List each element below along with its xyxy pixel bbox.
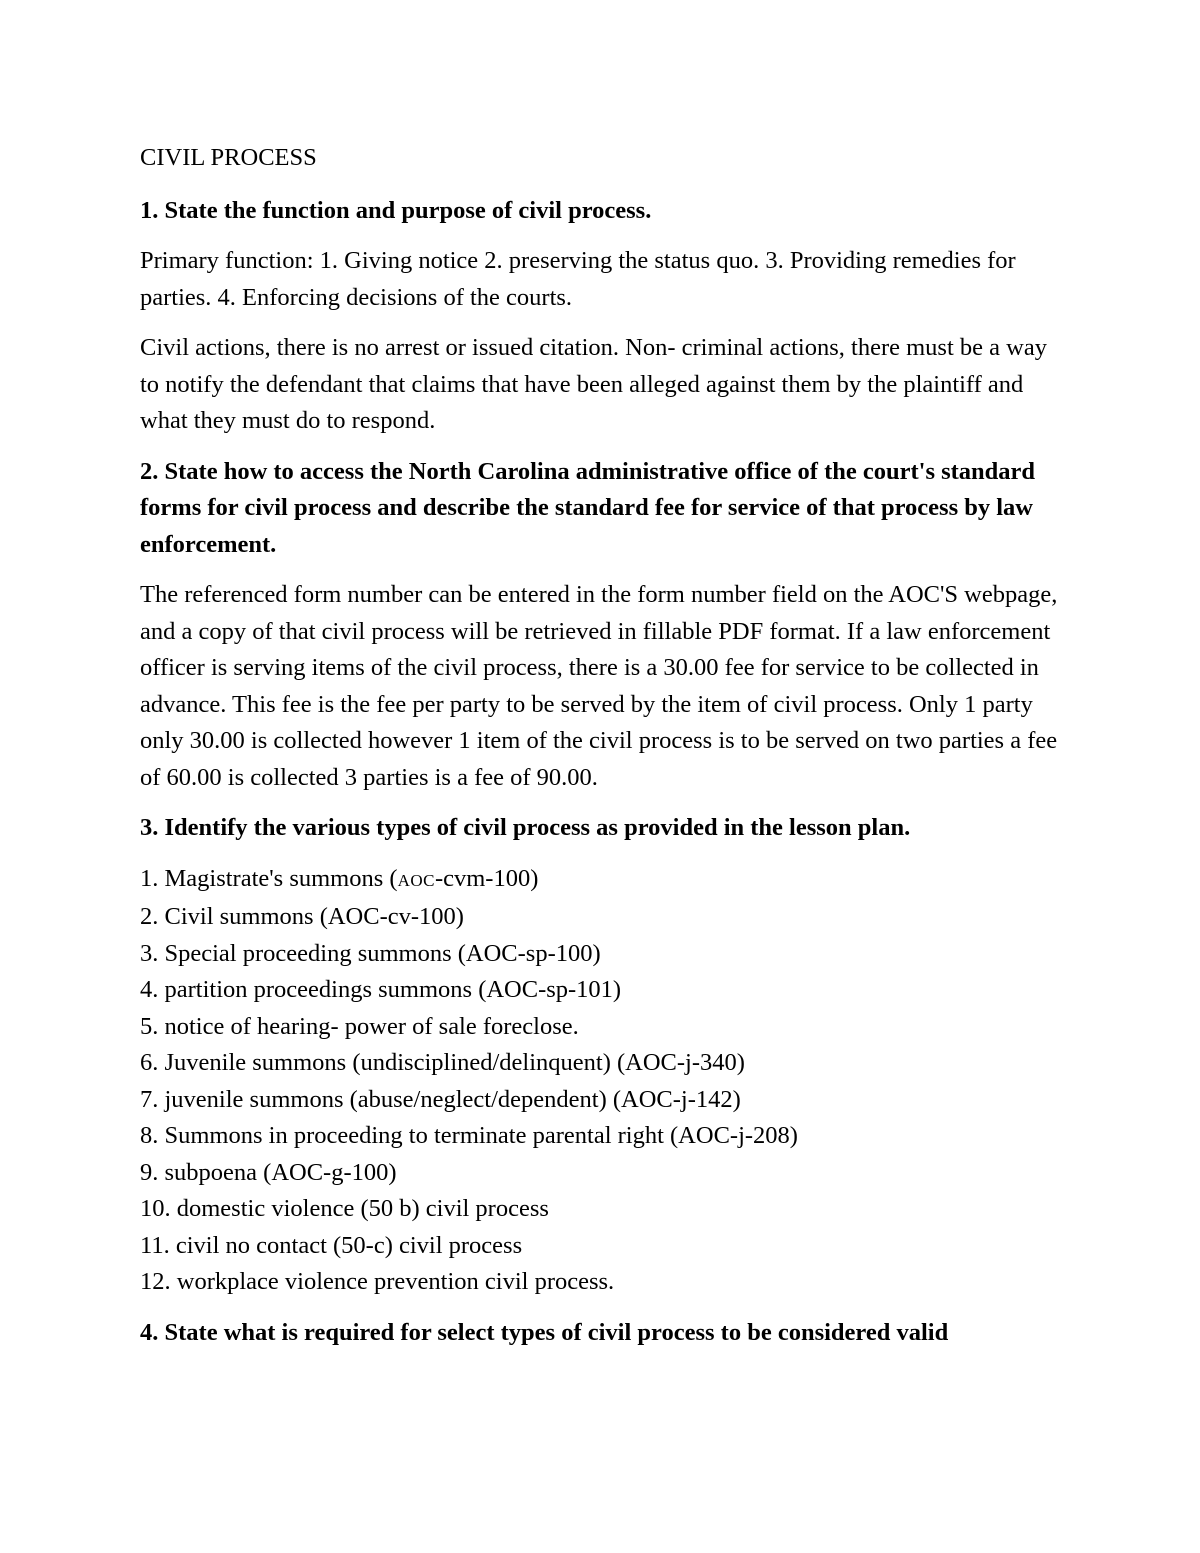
list-item: 5. notice of hearing- power of sale foreclose. — [140, 1012, 579, 1040]
document-body — [140, 140, 1060, 1365]
question-2-paragraph-1: The referenced form number can be entered in the form number field on the AOC'S webpage, and a copy of that civil process will be retrieved in fillable PDF format. If a law enforcement officer is serving items of the civil process, there is a 30.00 fee for service to be collected in advance. This fee is the fee per party to be served by the item of civil process. Only 1 party only 30.00 is collected however 1 item of the civil process is to be served on two parties a fee of 60.00 is collected 3 parties is a fee of 90.00. — [140, 581, 1058, 791]
list-item — [140, 861, 1060, 900]
list-item: 7. juvenile summons (abuse/neglect/dependent) (AOC-j-142) — [140, 1085, 741, 1113]
list-item: 12. workplace violence prevention civil process. — [140, 1268, 615, 1295]
document-title: CIVIL PROCESS — [140, 144, 317, 171]
list-item: 11. civil no contact (50-c) civil process — [140, 1231, 523, 1259]
list-item-text: -cvm-100) — [434, 864, 539, 892]
question-2-heading: 2. State how to access the North Carolina administrative office of the court's standard forms for civil process and describe the standard fee for service of that process by law enforcement. — [140, 457, 1036, 558]
question-1-heading: 1. State the function and purpose of civil process. — [140, 196, 652, 224]
question-3-heading: 3. Identify the various types of civil process as provided in the lesson plan. — [140, 814, 911, 841]
list-item: 10. domestic violence (50 b) civil process — [140, 1195, 549, 1222]
question-4-heading: 4. State what is required for select types of civil process to be considered valid — [140, 1318, 949, 1346]
list-item: 4. partition proceedings summons (AOC-sp-101) — [140, 976, 622, 1003]
civil-process-types-list — [140, 861, 1060, 1301]
question-1-paragraph-2: Civil actions, there is no arrest or issued citation. Non- criminal actions, there must be a way to notify the defendant that claims that have been alleged against them by the plaintiff and what they must do to respond. — [140, 334, 1047, 434]
list-item: 8. Summons in proceeding to terminate parental right (AOC-j-208) — [140, 1122, 798, 1149]
list-item: 6. Juvenile summons (undisciplined/delinquent) (AOC-j-340) — [140, 1049, 745, 1076]
list-item: 3. Special proceeding summons (AOC-sp-100) — [140, 939, 601, 967]
list-item: 2. Civil summons (AOC-cv-100) — [140, 903, 464, 930]
question-1-paragraph-1: Primary function: 1. Giving notice 2. preserving the status quo. 3. Providing remedies for parties. 4. Enforcing decisions of the courts. — [140, 247, 1016, 311]
list-item: 9. subpoena (AOC-g-100) — [140, 1158, 397, 1186]
list-item-text: 1. Magistrate's summons ( — [140, 864, 398, 892]
list-item-smallcaps: AOC — [397, 870, 435, 890]
